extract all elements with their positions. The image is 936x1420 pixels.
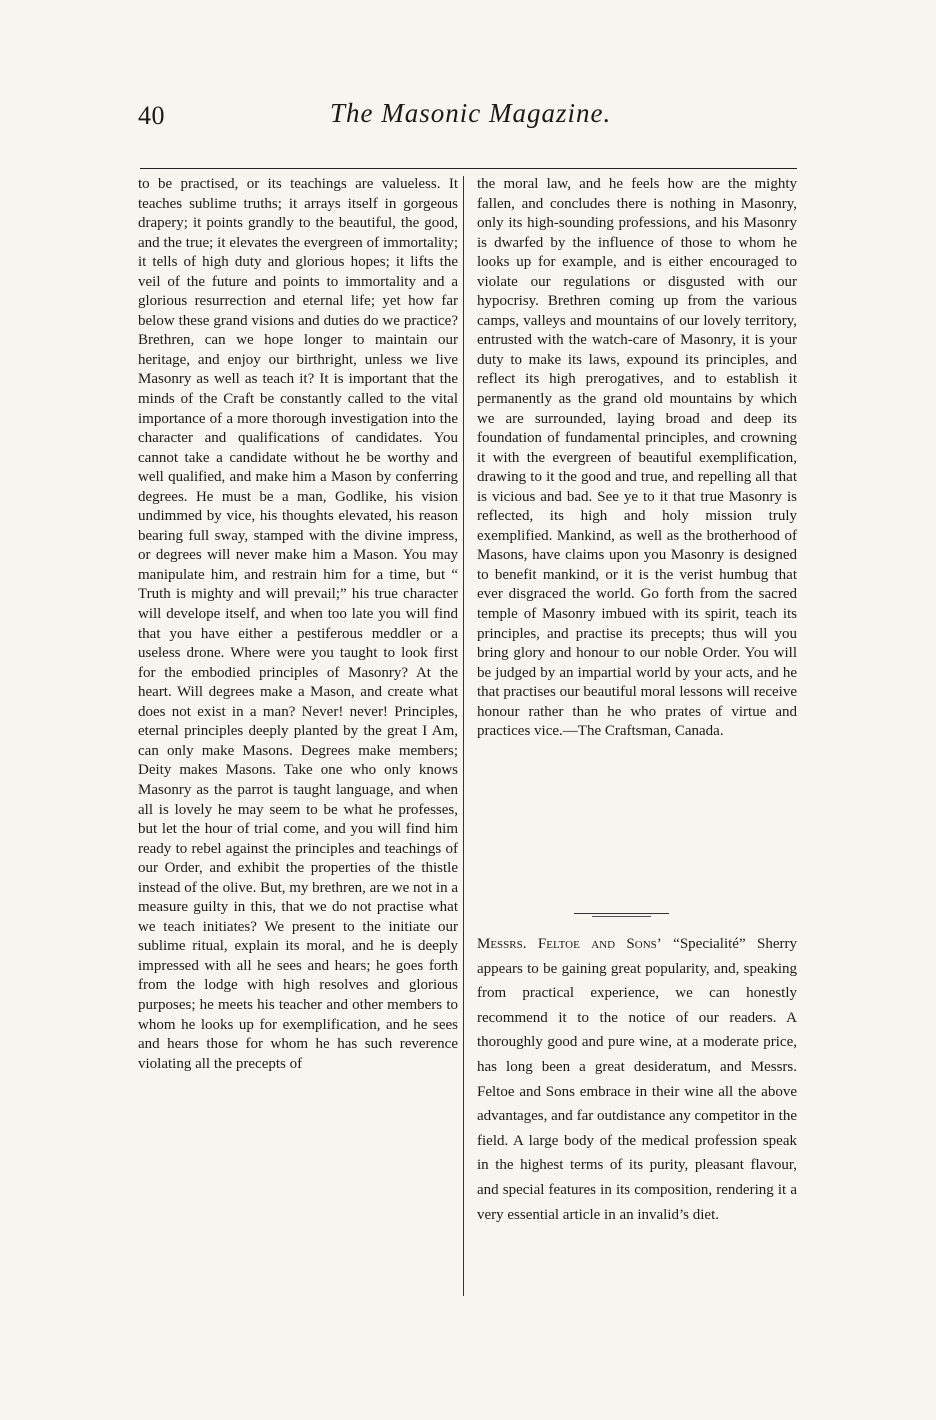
right-column: [477, 175, 797, 742]
header-rule: [140, 168, 797, 169]
column-divider: [463, 176, 464, 1296]
sherry-notice: [477, 932, 797, 1227]
running-title: The Masonic Magazine.: [330, 98, 612, 128]
notice-text: “Specialité” Sherry appears to be gaining great popularity, and, speaking from practical experience, we can honestly recommend it to the notice of our readers. A thoroughly good and pure wine, at a moderate price, has long been a great desideratum, and Messrs. Feltoe and Sons embrace in their wine all the above advantages, and far outdistance any competitor in the field. A large body of the medical profession speak in the highest terms of its purity, pleasant flavour, and special features in its composition, rendering it a very essential article in an invalid’s diet.: [477, 936, 797, 1223]
left-column-text: to be practised, or its teachings are valueless. It teaches sublime truths; it arrays itself in gorgeous drapery; it points grandly to the beautiful, the good, and the true; it elevates the evergreen of immortality; it tells of high duty and glorious hopes; it lifts the veil of the future and points to immortality and a glorious resurrection and eternal life; yet how far below these grand visions and duties do we practice? Brethren, can we hope longer to maintain our heritage, and enjoy our birthright, unless we live Masonry as well as teach it? It is important that the minds of the Craft be constantly called to the vital importance of a more thorough investigation into the character and qualifications of candidates. You cannot take a candidate without he be worthy and well qualified, and make him a Mason by conferring degrees. He must be a man, Godlike, his vision undimmed by vice, his thoughts elevated, his reason bearing full sway, stamped with the divine impress, or degrees will never make him a Mason. You may manipulate him, and restrain him for a time, but “ Truth is mighty and will prevail;” his true character will develope itself, and when too late you will find that you have either a pestiferous meddler or a useless drone. Where were you taught to look first for the embodied principles of Masonry? At the heart. Will degrees make a Mason, and create what does not exist in a man? Never! never! Principles, eternal principles deeply planted by the great I Am, can only make Masons. Degrees make members; Deity makes Masons. Take one who only knows Masonry as the parrot is taught language, and when all is lovely he may seem to be what he professes, but let the hour of trial come, and you will find him ready to rebel against the principles and teachings of our Order, and exhibit the properties of the thistle instead of the olive. But, my brethren, are we not in a measure guilty in this, that we do not practise what we teach initiates? We present to the initiate our sublime ritual, explain its moral, and he is deeply impressed with all he sees and hears; he goes forth from the lodge with high resolves and glorious purposes; he meets his teacher and other members to whom he looks up for exemplification, and he sees and hears those for whom he has such reverence violating all the precepts of: [138, 176, 458, 1072]
notice-lead: Messrs. Feltoe and Sons’: [477, 936, 662, 952]
left-column: [138, 175, 458, 1074]
notice-paragraph: [477, 932, 797, 1227]
section-ornament-rule: [574, 913, 669, 914]
right-column-text: the moral law, and he feels how are the mighty fallen, and concludes there is nothing in Masonry, only its high-sounding professions, and his Masonry is dwarfed by the influence of those to whom he looks up for example, and is either encouraged to violate our regulations or disgusted with our hypocrisy. Brethren coming up from the various camps, valleys and mountains of our lovely territory, entrusted with the watch-care of Masonry, it is your duty to make its laws, expound its principles, and reflect its high prerogatives, and to establish it permanently as the grand old mountains by which we are surrounded, laying broad and deep its foundation of fundamental principles, and crowning it with the evergreen of beautiful exemplification, drawing to it the good and true, and repelling all that is vicious and bad. See ye to it that true Masonry is reflected, its high and holy mission truly exemplified. Mankind, as well as the brotherhood of Masons, have claims upon you Masonry is designed to benefit mankind, or it is the verist humbug that ever disgraced the world. Go forth from the sacred temple of Masonry imbued with its spirit, teach its principles, and practise its precepts; thus will you bring glory and honour to our noble Order. You will be judged by an impartial world by your acts, and he that practises our beautiful moral lessons will receive honour rather than he who prates of virtue and practices vice.—The Craftsman, Canada.: [477, 176, 797, 740]
page-number: 40: [138, 101, 165, 130]
